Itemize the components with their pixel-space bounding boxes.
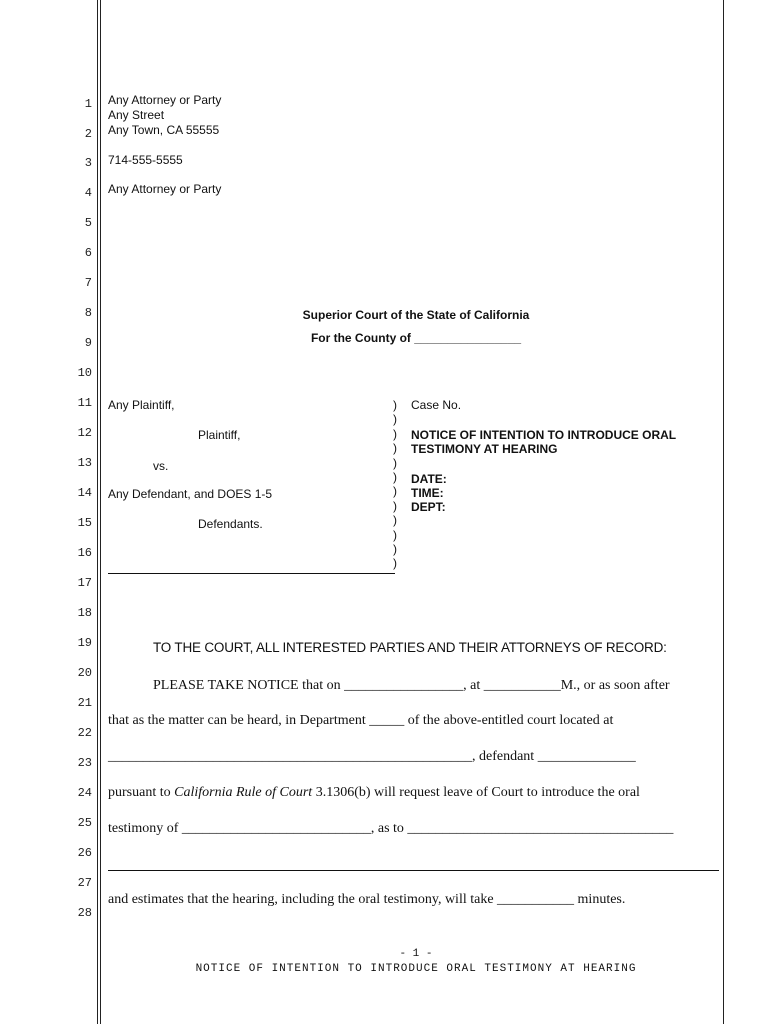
defendant-name: Any Defendant, and DOES 1-5 bbox=[108, 487, 273, 501]
notice-line-3: ____________________________________________________, defendant ______________ bbox=[108, 749, 636, 764]
line-number: 28 bbox=[77, 906, 92, 920]
line-number: 1 bbox=[84, 97, 92, 111]
rule-citation: California Rule of Court bbox=[174, 785, 313, 800]
line-number: 20 bbox=[77, 666, 92, 680]
notice-line-4-post: 3.1306(b) will request leave of Court to introduce the oral bbox=[312, 785, 640, 800]
notice-line-7: and estimates that the hearing, including the oral testimony, will take ___________ minutes. bbox=[108, 892, 626, 907]
plaintiff-name: Any Plaintiff, bbox=[108, 398, 175, 412]
line-number: 16 bbox=[77, 546, 92, 560]
line-number: 18 bbox=[77, 606, 92, 620]
attorney-phone: 714-555-5555 bbox=[108, 153, 183, 167]
versus-label: vs. bbox=[153, 459, 169, 473]
line-number: 6 bbox=[84, 246, 92, 260]
notice-line-2: that as the matter can be heard, in Department _____ of the above-entitled court located at bbox=[108, 713, 614, 728]
right-margin-rule bbox=[723, 0, 724, 1024]
attorney-city: Any Town, CA 55555 bbox=[108, 123, 220, 137]
caption-underline bbox=[108, 573, 395, 574]
defendant-role: Defendants. bbox=[198, 517, 263, 531]
notice-line-4 bbox=[108, 785, 640, 801]
line-number: 26 bbox=[77, 846, 92, 860]
case-number-label: Case No. bbox=[411, 398, 462, 412]
line-number: 7 bbox=[84, 276, 92, 290]
line-number: 27 bbox=[77, 876, 92, 890]
document-title-line-1: NOTICE OF INTENTION TO INTRODUCE ORAL bbox=[411, 428, 677, 442]
attorney-street: Any Street bbox=[108, 108, 165, 122]
notice-line-4-pre: pursuant to bbox=[108, 785, 175, 800]
hearing-dept-label: DEPT: bbox=[411, 500, 446, 514]
line-number: 12 bbox=[77, 426, 92, 440]
line-number: 15 bbox=[77, 516, 92, 530]
document-title-line-2: TESTIMONY AT HEARING bbox=[411, 442, 558, 456]
attorney-for: Any Attorney or Party bbox=[108, 182, 222, 196]
notice-blank-line bbox=[108, 870, 719, 871]
court-county: For the County of ________________ bbox=[310, 331, 522, 345]
line-number: 9 bbox=[84, 336, 92, 350]
caption-parentheses: ) ) ) ) ) ) ) ) ) ) ) ) bbox=[393, 398, 397, 571]
line-number: 25 bbox=[77, 816, 92, 830]
page-number: - 1 - bbox=[399, 948, 433, 960]
line-number: 10 bbox=[77, 366, 92, 380]
hearing-time-label: TIME: bbox=[411, 486, 444, 500]
court-name: Superior Court of the State of California bbox=[302, 308, 530, 322]
line-number: 8 bbox=[84, 306, 92, 320]
line-number: 14 bbox=[77, 486, 92, 500]
line-number: 19 bbox=[77, 636, 92, 650]
line-number: 24 bbox=[77, 786, 92, 800]
hearing-date-label: DATE: bbox=[411, 472, 447, 486]
salutation: TO THE COURT, ALL INTERESTED PARTIES AND THEIR ATTORNEYS OF RECORD: bbox=[153, 640, 667, 655]
plaintiff-role: Plaintiff, bbox=[198, 428, 241, 442]
notice-line-5: testimony of ___________________________, as to ______________________________________ bbox=[108, 821, 674, 836]
line-number: 11 bbox=[77, 396, 92, 410]
notice-line-1: PLEASE TAKE NOTICE that on _________________, at ___________M., or as soon after bbox=[153, 678, 670, 693]
line-number: 23 bbox=[77, 756, 92, 770]
line-number: 5 bbox=[84, 216, 92, 230]
line-number: 4 bbox=[84, 186, 92, 200]
line-number: 22 bbox=[77, 726, 92, 740]
left-margin-rule-outer bbox=[97, 0, 98, 1024]
left-margin-rule-inner bbox=[100, 0, 101, 1024]
line-number: 13 bbox=[77, 456, 92, 470]
attorney-name: Any Attorney or Party bbox=[108, 93, 222, 107]
line-number: 21 bbox=[77, 696, 92, 710]
line-number: 3 bbox=[84, 156, 92, 170]
footer-title: NOTICE OF INTENTION TO INTRODUCE ORAL TESTIMONY AT HEARING bbox=[195, 963, 637, 975]
line-number: 17 bbox=[77, 576, 92, 590]
line-number: 2 bbox=[84, 127, 92, 141]
